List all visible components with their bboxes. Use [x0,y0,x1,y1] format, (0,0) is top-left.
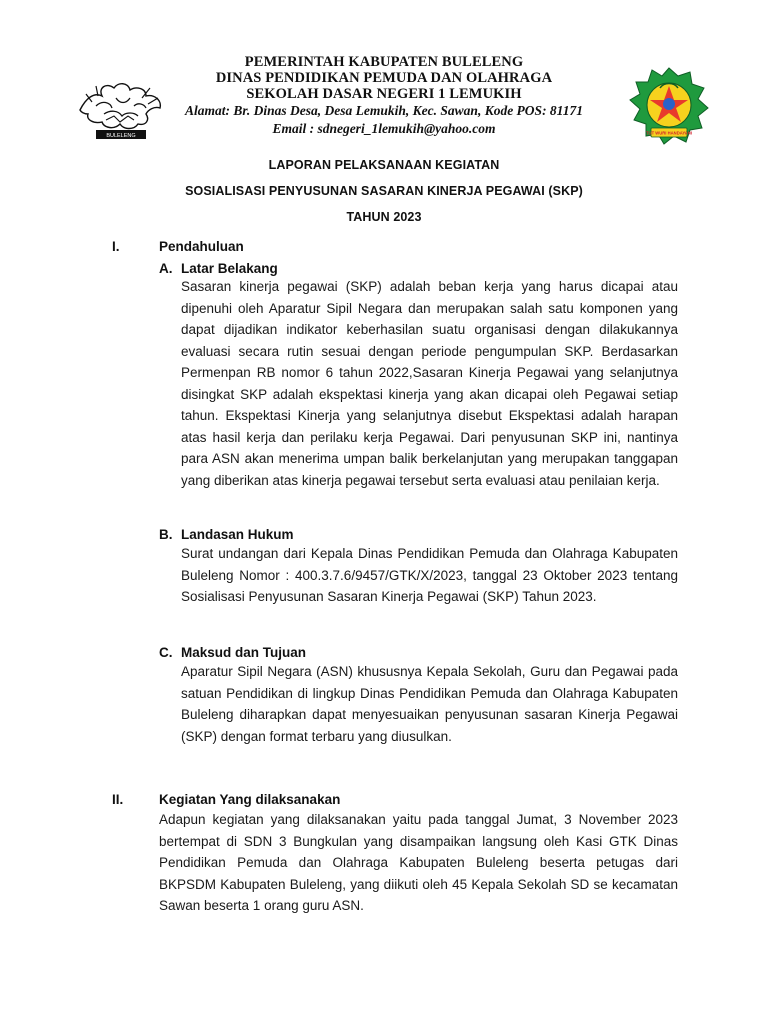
section-number: I. [112,239,120,254]
report-title-line-2: SOSIALISASI PENYUSUNAN SASARAN KINERJA PEGAWAI (SKP) [185,184,583,198]
paragraph-landasan-hukum: Surat undangan dari Kepala Dinas Pendidikan Pemuda dan Olahraga Kabupaten Buleleng Nomor : 400.3.7.6/9457/GTK/X/2023, tanggal 23 Oktober 2023 tentang Sosialisasi Penyusunan Sasaran Kinerja Pegawai (SKP) Tahun 2023. [181,546,678,604]
subsection-title-latar-belakang: Latar Belakang [181,261,278,276]
report-title-line-1: LAPORAN PELAKSANAAN KEGIATAN [268,158,500,172]
department-name: DINAS PENDIDIKAN PEMUDA DAN OLAHRAGA [215,70,553,86]
paragraph-maksud-tujuan: Aparatur Sipil Negara (ASN) khususnya Kepala Sekolah, Guru dan Pegawai pada satuan Pendidikan di lingkup Dinas Pendidikan Pemuda dan Olahraga Kabupaten Buleleng diharapkan dapat menyesuaikan penyusunan sasaran Kinerja Pegawai (SKP) dengan format terbaru yang diusulkan. [181,664,678,744]
school-email: Email : sdnegeri_1lemukih@yahoo.com [272,121,496,136]
subsection-title-maksud-tujuan: Maksud dan Tujuan [181,645,307,660]
section-title: Pendahuluan [159,239,244,254]
logo-left-caption: BULELENG [106,133,136,139]
letterhead [0,0,768,150]
logo-right-caption: TUT WURI HANDAYANI [646,130,692,136]
school-name: SEKOLAH DASAR NEGERI 1 LEMUKIH [246,86,522,102]
tut-wuri-handayani-logo [624,66,714,146]
subsection-title-landasan-hukum: Landasan Hukum [181,527,294,542]
letterhead-text [150,54,618,137]
government-name: PEMERINTAH KABUPATEN BULELENG [244,54,524,70]
subsection-letter: A. [159,261,173,276]
subsection-letter: C. [159,645,173,660]
report-title-line-3: TAHUN 2023 [346,210,422,224]
section-number: II. [112,792,124,807]
paragraph-latar-belakang: Sasaran kinerja pegawai (SKP) adalah beban kerja yang harus dicapai atau dipenuhi oleh Aparatur Sipil Negara dan merupakan salah satu komponen yang dapat dijadikan indikator keberhasilan suatu organisasi dengan dilakukannya evaluasi secara rutin sesuai dengan periode pengumpulan SKP. Berdasarkan Permenpan RB nomor 6 tahun 2022,Sasaran Kinerja Pegawai yang selanjutnya disingkat SKP adalah ekspektasi kinerja yang akan dicapai oleh Pegawai setiap tahun. Ekspektasi Kinerja yang selanjutnya disebut Ekspektasi adalah harapan atas hasil kerja dan perilaku kerja Pegawai. Dari penyusunan SKP ini, nantinya para ASN akan menerima umpan balik berkelanjutan yang merupakan tanggapan yang diberikan atas kinerja pegawai tersebut serta evaluasi atau penilaian kerja. [181,279,678,488]
section-title: Kegiatan Yang dilaksanakan [159,792,341,807]
subsection-letter: B. [159,527,173,542]
school-address: Alamat: Br. Dinas Desa, Desa Lemukih, Kec. Sawan, Kode POS: 81171 [185,103,583,118]
paragraph-kegiatan: Adapun kegiatan yang dilaksanakan yaitu pada tanggal Jumat, 3 November 2023 bertempat di SDN 3 Bungkulan yang disampaikan langsung oleh Kasi GTK Dinas Pendidikan Pemuda dan Olahraga Kabupaten Buleleng beserta petugas dari BKPSDM Kabupaten Buleleng, yang diikuti oleh 45 Kepala Sekolah SD se kecamatan Sawan beserta 1 orang guru ASN. [159,812,678,913]
report-title [0,152,768,230]
